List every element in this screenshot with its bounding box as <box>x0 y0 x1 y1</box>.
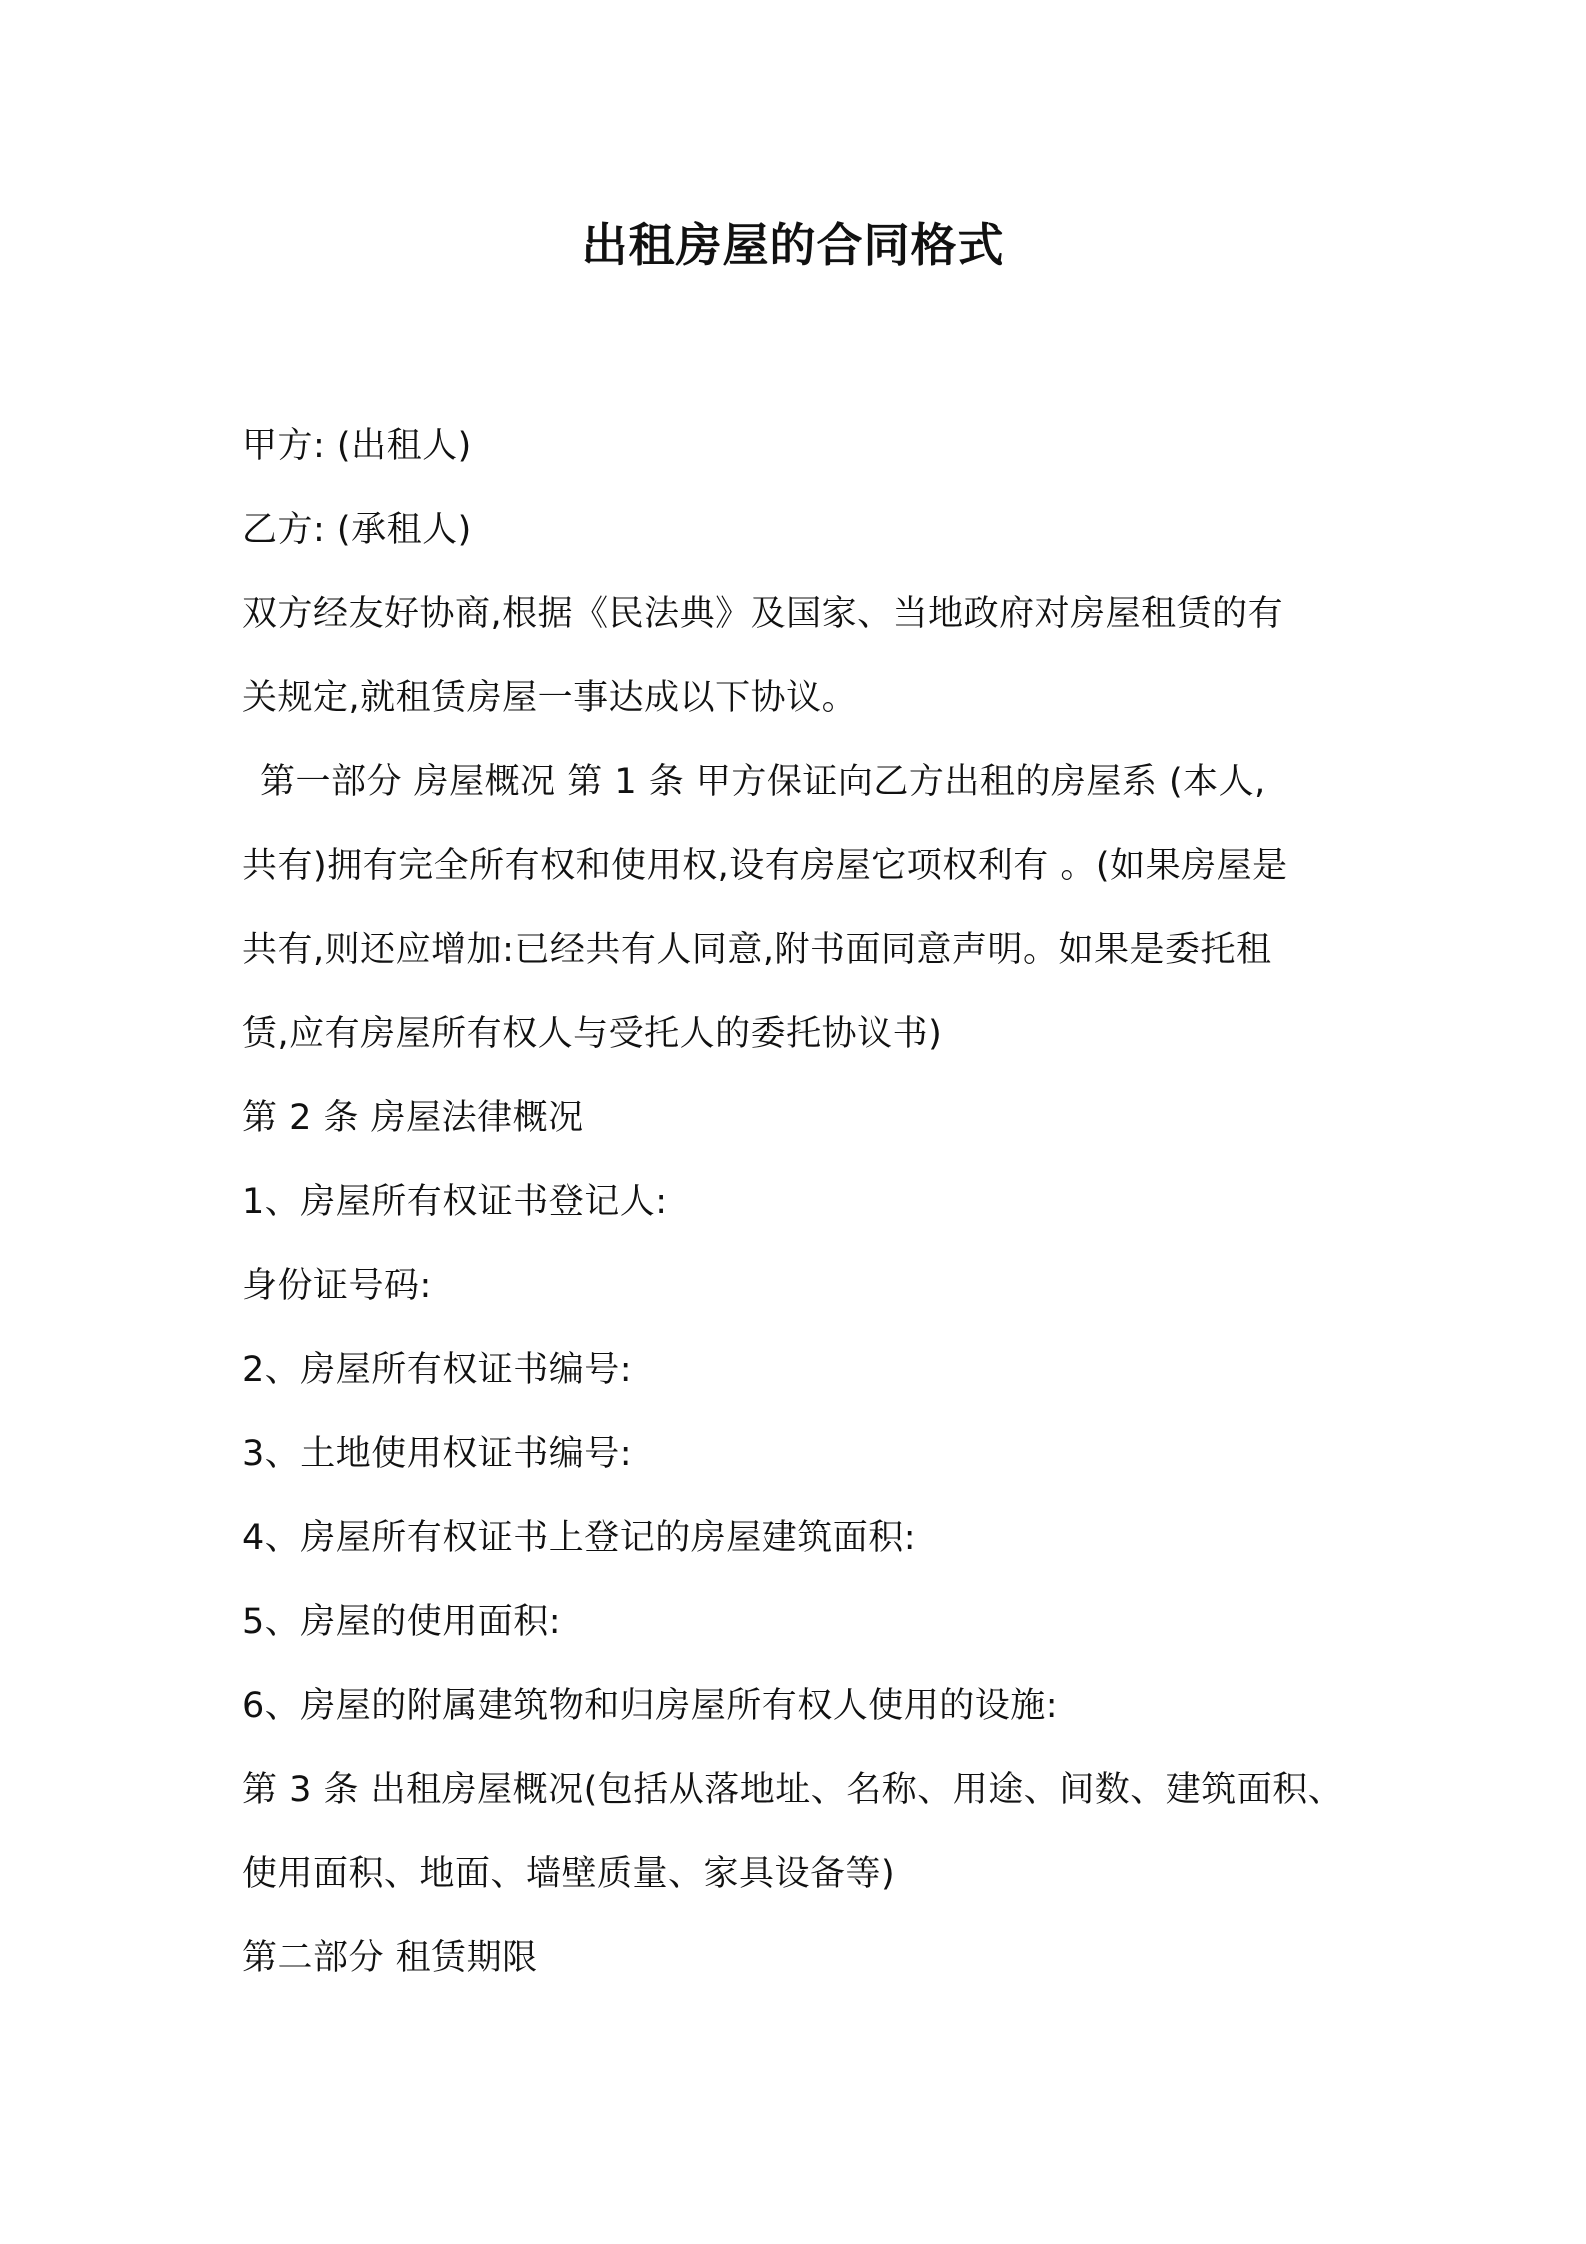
part-one-line-2: 共有)拥有完全所有权和使用权,设有房屋它项权利有 。(如果房屋是 <box>242 846 1288 886</box>
list-item: 3、土地使用权证书编号: <box>242 1434 633 1474</box>
part-one-line-4: 赁,应有房屋所有权人与受托人的委托协议书) <box>242 1014 943 1054</box>
preamble-line-2: 关规定,就租赁房屋一事达成以下协议。 <box>242 678 858 718</box>
part-one-line-1: 第一部分 房屋概况 第 1 条 甲方保证向乙方出租的房屋系 (本人, <box>260 762 1266 802</box>
article-3-line-1: 第 3 条 出租房屋概况(包括从落地址、名称、用途、间数、建筑面积、 <box>242 1770 1344 1810</box>
list-item: 2、房屋所有权证书编号: <box>242 1350 633 1390</box>
article-2-heading: 第 2 条 房屋法律概况 <box>242 1098 584 1138</box>
document-title: 出租房屋的合同格式 <box>581 218 1005 272</box>
part-two-heading: 第二部分 租赁期限 <box>242 1938 538 1978</box>
party-b-line: 乙方: (承租人) <box>242 510 472 550</box>
part-one-line-3: 共有,则还应增加:已经共有人同意,附书面同意声明。如果是委托租 <box>242 930 1272 970</box>
document-body <box>242 404 1362 2000</box>
list-item: 4、房屋所有权证书上登记的房屋建筑面积: <box>242 1518 917 1558</box>
list-item: 6、房屋的附属建筑物和归房屋所有权人使用的设施: <box>242 1686 1059 1726</box>
party-a-line: 甲方: (出租人) <box>242 426 472 466</box>
list-item: 1、房屋所有权证书登记人: <box>242 1182 668 1222</box>
list-item: 5、房屋的使用面积: <box>242 1602 562 1642</box>
list-item: 身份证号码: <box>242 1266 432 1306</box>
article-3-line-2: 使用面积、地面、墙壁质量、家具设备等) <box>242 1854 896 1894</box>
preamble-line-1: 双方经友好协商,根据《民法典》及国家、当地政府对房屋租赁的有 <box>242 594 1284 634</box>
